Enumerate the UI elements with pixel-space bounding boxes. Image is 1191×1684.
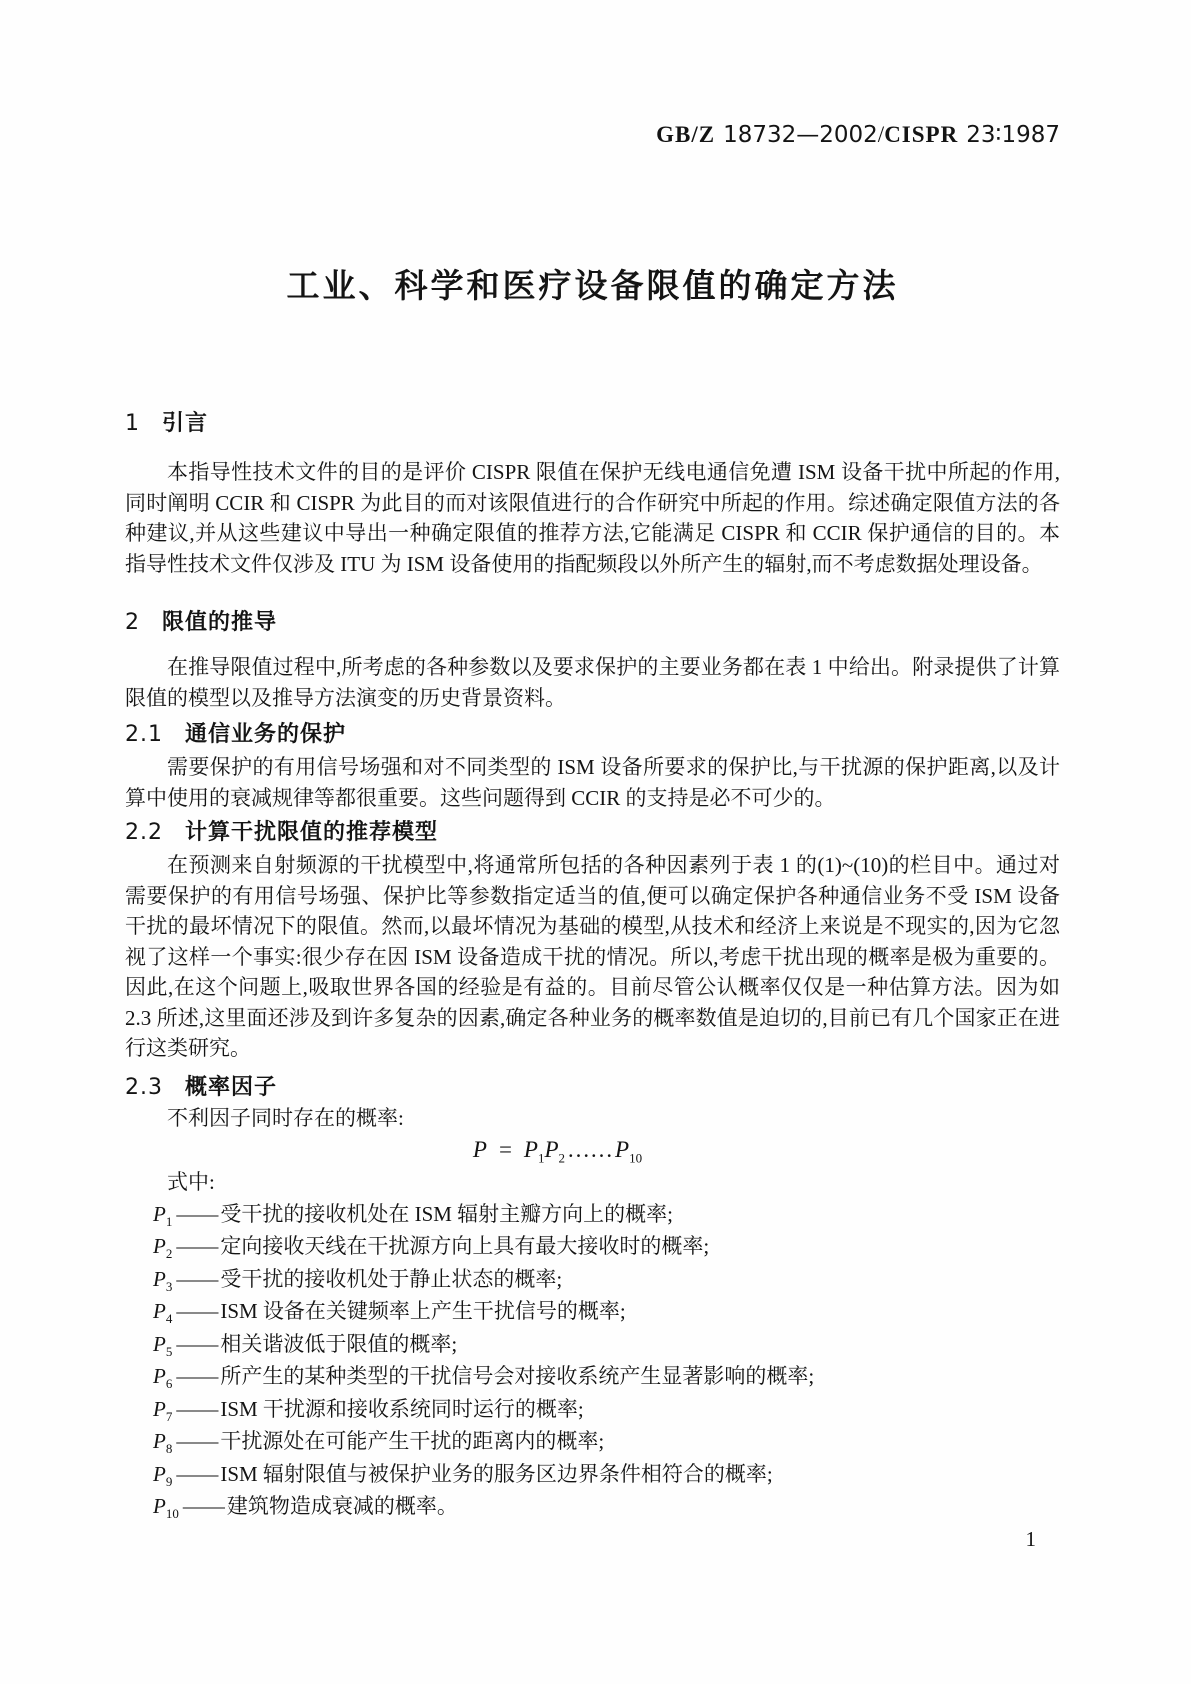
subscript: 6	[165, 1376, 173, 1392]
clause-number: 2.3	[125, 1074, 163, 1100]
standard-code-cispr: CISPR	[884, 122, 959, 147]
paragraph: 不利因子同时存在的概率:	[167, 1105, 404, 1130]
clause-title: 概率因子	[185, 1073, 278, 1099]
subscript: 2	[165, 1246, 173, 1262]
subscript-2: 2	[558, 1150, 566, 1166]
document-title: 工业、科学和医疗设备限值的确定方法	[286, 267, 899, 304]
clause-title: 引言	[162, 410, 209, 435]
p-definition-2	[125, 1230, 1060, 1263]
em-dash: ——	[182, 1494, 225, 1518]
variable-p: P	[153, 1331, 166, 1356]
section-communication-protection	[125, 719, 1060, 813]
em-dash: ——	[176, 1429, 219, 1453]
definition-text: ISM 辐射限值与被保护业务的服务区边界条件相符合的概率;	[220, 1461, 773, 1486]
clause-title: 计算干扰限值的推荐模型	[185, 819, 439, 844]
probability-definition-list	[125, 1198, 1060, 1523]
definition-text: 受干扰的接收机处于静止状态的概率;	[220, 1266, 563, 1291]
paragraph: 本指导性技术文件的目的是评价 CISPR 限值在保护无线电通信免遭 ISM 设备干扰中所起的作用,同时阐明 CCIR 和 CISPR 为此目的而对该限值进行的合作研究中所起的作用。综述确定限值方法的各种建议,并从这些建议中导出一种确定限值的推荐方法,它能满足 CISPR 和 CCIR 保护通信的目的。本指导性技术文件仅涉及 ITU 为 ISM 设备使用的指配频段以外所产生的辐射,而不考虑数据处理设备。	[125, 460, 1060, 576]
definition-text: ISM 设备在关键频率上产生干扰信号的概率;	[220, 1299, 626, 1323]
variable-p: P	[153, 1494, 166, 1518]
p-definition-1	[125, 1198, 1060, 1231]
section-2-3-heading	[125, 1072, 1060, 1103]
standard-number-gb: 18732—2002	[723, 122, 878, 148]
variable-p: P	[153, 1429, 166, 1453]
variable-p: P	[153, 1266, 166, 1291]
p-definition-7	[125, 1393, 1060, 1426]
subscript-1: 1	[537, 1150, 545, 1166]
variable-p: P	[153, 1396, 166, 1421]
definition-text: 建筑物造成衰减的概率。	[226, 1494, 458, 1518]
em-dash: ——	[176, 1364, 219, 1388]
definition-text: 所产生的某种类型的干扰信号会对接收系统产生显著影响的概率;	[220, 1364, 815, 1388]
variable-p: P	[153, 1201, 166, 1226]
probability-formula	[125, 1133, 990, 1167]
subscript: 1	[165, 1213, 173, 1229]
definition-text: ISM 干扰源和接收系统同时运行的概率;	[220, 1396, 584, 1421]
section-introduction	[125, 408, 1060, 579]
clause-number: 2	[125, 610, 140, 635]
section-2-2-heading	[125, 817, 1060, 848]
variable-p: P	[153, 1299, 166, 1323]
subscript: 5	[165, 1343, 173, 1359]
standard-code-header	[125, 118, 1060, 152]
formula-lhs: P	[472, 1137, 487, 1162]
equals-sign: =	[498, 1137, 512, 1162]
em-dash: ——	[176, 1234, 219, 1258]
section-recommended-model	[125, 817, 1060, 1064]
clause-title: 通信业务的保护	[185, 721, 347, 746]
standard-code-separator: /	[877, 122, 885, 147]
section-1-heading	[125, 408, 1060, 439]
subscript: 10	[165, 1506, 179, 1522]
section-2-1-heading	[125, 719, 1060, 750]
section-limit-derivation	[125, 607, 1060, 713]
clause-number: 1	[125, 411, 140, 436]
where-label: 式中:	[167, 1170, 215, 1194]
em-dash: ——	[176, 1201, 219, 1226]
variable-p: P	[153, 1234, 166, 1258]
em-dash: ——	[176, 1396, 219, 1421]
subscript-10: 10	[629, 1150, 643, 1166]
paragraph: 需要保护的有用信号场强和对不同类型的 ISM 设备所要求的保护比,与干扰源的保护距离,以及计算中使用的衰减规律等都很重要。这些问题得到 CCIR 的支持是必不可少的。	[125, 755, 1060, 810]
p-definition-10	[125, 1490, 1060, 1523]
variable-p: P	[153, 1364, 166, 1388]
subscript: 9	[165, 1473, 173, 1489]
p-definition-5	[125, 1328, 1060, 1361]
formula-term-p10: P	[615, 1137, 630, 1162]
subscript: 4	[165, 1311, 173, 1327]
p-definition-3	[125, 1263, 1060, 1296]
subscript: 8	[165, 1441, 173, 1457]
section-2-heading	[125, 607, 1060, 638]
em-dash: ——	[176, 1461, 219, 1486]
em-dash: ——	[176, 1331, 219, 1356]
definition-text: 干扰源处在可能产生干扰的距离内的概率;	[220, 1429, 605, 1453]
definition-text: 受干扰的接收机处在 ISM 辐射主瓣方向上的概率;	[220, 1201, 674, 1226]
definition-text: 相关谐波低于限值的概率;	[220, 1331, 458, 1356]
standard-code-gb: GB/Z	[656, 122, 716, 147]
em-dash: ——	[176, 1299, 219, 1323]
footer	[125, 1525, 1060, 1553]
p-definition-9	[125, 1458, 1060, 1491]
variable-p: P	[153, 1461, 166, 1486]
p-definition-4	[125, 1295, 1060, 1328]
page-number: 1	[1025, 1526, 1036, 1551]
ellipsis: ……	[567, 1137, 614, 1162]
paragraph: 在预测来自射频源的干扰模型中,将通常所包括的各种因素列于表 1 的(1)~(10)的栏目中。通过对需要保护的有用信号场强、保护比等参数指定适当的值,便可以确定保护各种通信业务不受 ISM 设备干扰的最坏情况下的限值。然而,以最坏情况为基础的模型,从技术和经济上来说是不现实的,因为它忽视了这样一个事实:很少存在因 ISM 设备造成干扰的情况。所以,考虑干扰出现的概率是极为重要的。因此,在这个问题上,吸取世界各国的经验是有益的。目前尽管公认概率仅仅是一种估算方法。因为如 2.3 所述,这里面还涉及到许多复杂的因素,确定各种业务的概率数值是迫切的,目前已有几个国家正在进行这类研究。	[125, 853, 1060, 1060]
clause-number: 2.2	[125, 820, 163, 845]
p-definition-8	[125, 1425, 1060, 1458]
clause-number: 2.1	[125, 722, 163, 747]
em-dash: ——	[176, 1266, 219, 1291]
formula-term-p1: P	[523, 1137, 538, 1162]
section-probability-factors	[125, 1072, 1060, 1134]
p-definition-6	[125, 1360, 1060, 1393]
subscript: 3	[165, 1278, 173, 1294]
definition-text: 定向接收天线在干扰源方向上具有最大接收时的概率;	[220, 1234, 710, 1258]
standard-number-cispr: 23∶1987	[966, 122, 1060, 148]
clause-title: 限值的推导	[162, 609, 278, 634]
paragraph: 在推导限值过程中,所考虑的各种参数以及要求保护的主要业务都在表 1 中给出。附录提供了计算限值的模型以及推导方法演变的历史背景资料。	[125, 655, 1060, 710]
subscript: 7	[165, 1408, 173, 1424]
formula-term-p2: P	[544, 1137, 559, 1162]
